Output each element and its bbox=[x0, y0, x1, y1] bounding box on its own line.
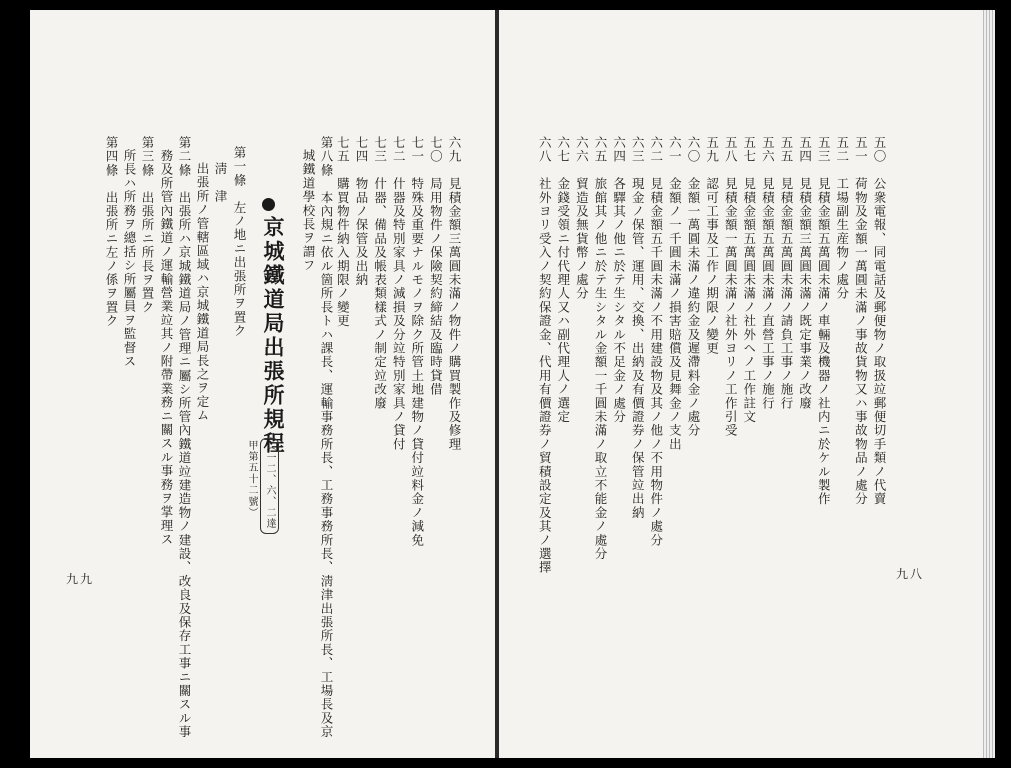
article1-place: 淸 津 bbox=[213, 162, 228, 204]
entry-line bbox=[668, 136, 681, 451]
entry-line bbox=[557, 136, 570, 424]
entry-text: 金額ノ一千圓未滿ノ損害賠償及見舞金ノ支出 bbox=[667, 177, 683, 452]
page-number-right: 九八 bbox=[896, 567, 925, 581]
entry-line bbox=[355, 136, 368, 287]
entry-number: 六五 bbox=[593, 136, 608, 164]
right-page bbox=[498, 10, 983, 758]
entry-text: 見積金額一萬圓未滿ノ社外ヨリノ工作引受 bbox=[723, 177, 739, 438]
entry-number: 五三 bbox=[816, 136, 832, 164]
entry-number: 五二 bbox=[834, 136, 850, 164]
article8-label: 第八條 bbox=[319, 136, 334, 178]
entry-line bbox=[873, 136, 886, 506]
entry-line bbox=[538, 136, 551, 574]
entry-number: 六七 bbox=[555, 136, 571, 164]
entry-text: 見積金額三萬圓未滿ノ物件ノ購買製作及修理 bbox=[447, 177, 462, 452]
entry-text: 各驛其ノ他ニ於テ生シタル不足金ノ處分 bbox=[611, 177, 627, 424]
entry-line bbox=[613, 136, 626, 424]
entry-text: 局用物件ノ保險契約締結及臨時貸借 bbox=[428, 177, 444, 397]
entry-text: 金錢受領ニ付代理人又ハ副代理人ノ選定 bbox=[555, 177, 571, 424]
entry-line bbox=[429, 136, 442, 396]
entry-number: 七三 bbox=[372, 136, 388, 164]
article1-detail: 出張所ノ管轄區域ハ京城鐵道局長之ヲ定ム bbox=[195, 162, 210, 423]
entry-number: 五〇 bbox=[872, 136, 887, 164]
left-page bbox=[30, 10, 495, 758]
entry-text: 見積金額五萬圓未滿ノ直營工事ノ施行 bbox=[760, 177, 776, 411]
page-number-left: 九九 bbox=[66, 572, 95, 586]
page-edge bbox=[983, 10, 995, 758]
entry-text: 貿造及無貨幣ノ處分 bbox=[574, 177, 590, 301]
entry-line bbox=[743, 136, 756, 424]
entry-line bbox=[392, 136, 405, 451]
entry-line bbox=[724, 136, 737, 437]
entry-text: 旅館其ノ他ニ於テ生シタル金額一千圓未滿ノ取立不能金ノ處分 bbox=[593, 177, 608, 561]
section-bullet bbox=[262, 198, 275, 211]
entry-line bbox=[836, 136, 849, 300]
entry-number: 七〇 bbox=[428, 136, 444, 164]
entry-number: 五六 bbox=[760, 136, 776, 164]
entry-number: 五七 bbox=[741, 136, 757, 164]
entry-text: 見積金額五萬圓未滿ノ請負工事ノ施行 bbox=[779, 177, 794, 411]
article3: 第三條 出張所ニ所長ヲ置ク bbox=[140, 136, 155, 315]
section-note2: 甲第五十二號） bbox=[246, 440, 257, 519]
article2-line1: 第二條 出張所ハ京城鐵道局ノ管理ニ屬シ所管內鐵道竝建造物ノ建設、改良及保存工事ニ關スル事 bbox=[177, 136, 192, 739]
entry-line bbox=[336, 136, 349, 328]
entry-line bbox=[631, 136, 644, 520]
entry-number: 五九 bbox=[704, 136, 720, 164]
entry-number: 六八 bbox=[537, 136, 553, 164]
entry-number: 五五 bbox=[779, 136, 794, 164]
section-note: （一二、六、二達 bbox=[260, 438, 279, 534]
article8-line2: 城鐵道學校長ヲ謂フ bbox=[301, 149, 316, 273]
entry-number: 七二 bbox=[391, 136, 407, 164]
entry-line bbox=[650, 136, 663, 547]
entry-text: 公衆電報、同電話及郵便物ノ取扱竝郵便切手類ノ代賣 bbox=[872, 177, 887, 506]
entry-line bbox=[594, 136, 607, 561]
entry-text: 現金ノ保管、運用、交換、出納及有價證券ノ保管竝出納 bbox=[630, 177, 646, 520]
entry-text: 購買物件納入期限ノ變更 bbox=[335, 177, 351, 328]
entry-number: 六四 bbox=[611, 136, 627, 164]
entry-number: 七一 bbox=[409, 136, 425, 164]
entry-text: 社外ヨリ受入ノ契約保證金、代用有價證券ノ貿積設定及其ノ選擇 bbox=[537, 177, 553, 575]
entry-line bbox=[780, 136, 793, 410]
article4: 第四條 出張所ニ左ノ係ヲ置ク bbox=[104, 136, 119, 328]
entry-number: 六六 bbox=[574, 136, 590, 164]
entry-text: 認可工事及工作ノ期限ノ變更 bbox=[704, 177, 720, 356]
entry-text: 見積金額五萬圓未滿ノ社外ヘノ工作註文 bbox=[741, 177, 757, 424]
entry-text: 什器及特別家具ノ減損及分竝特別家具ノ貸付 bbox=[391, 177, 407, 452]
entry-text: 荷物及金額一萬圓未滿ノ事故貨物又ハ事故物品ノ處分 bbox=[853, 177, 869, 506]
entry-line bbox=[706, 136, 719, 355]
entry-line bbox=[761, 136, 774, 410]
entry-text: 什器、備品及帳表類樣式ノ制定竝改廢 bbox=[372, 177, 388, 411]
entry-line bbox=[687, 136, 700, 437]
entry-number: 六三 bbox=[630, 136, 646, 164]
entry-text: 特殊及重要ナルモノヲ除ク所管土地建物ノ貸付竝料金ノ減免 bbox=[409, 177, 425, 548]
article2-line2: 務及所管內鐵道ノ運輸營業竝其ノ附帶業務ニ關スル事務ヲ掌理ス bbox=[159, 149, 174, 547]
article1: 第一條 左ノ地ニ出張所ヲ置ク bbox=[232, 146, 247, 338]
entry-text: 見積金額五千圓未滿ノ不用建設物及其ノ他ノ不用物件ノ處分 bbox=[648, 177, 664, 548]
entry-text: 見積金額三萬圓未滿ノ既定事業ノ改廢 bbox=[797, 177, 813, 411]
entry-number: 六九 bbox=[447, 136, 462, 164]
entry-line bbox=[448, 136, 461, 451]
entry-number: 五一 bbox=[853, 136, 869, 164]
entry-number: 六二 bbox=[648, 136, 664, 164]
entry-line bbox=[799, 136, 812, 410]
entry-line bbox=[575, 136, 588, 300]
article3-detail: 所長ハ所務ヲ總括シ所屬員ヲ監督ス bbox=[122, 149, 137, 369]
entry-number: 七四 bbox=[354, 136, 369, 164]
entry-text: 金額一萬圓未滿ノ違約金及遲滯料金ノ處分 bbox=[686, 177, 701, 438]
entry-line bbox=[854, 136, 867, 506]
entry-number: 六〇 bbox=[686, 136, 701, 164]
entry-line bbox=[374, 136, 387, 410]
entry-text: 見積金額五萬圓未滿ノ車輛及機器ノ社内ニ於ケル製作 bbox=[816, 177, 832, 506]
article8-line1: 第八條 本內規ニ依ル箇所長トハ課長、運輸事務所長、工務事務所長、淸津出張所長、工場長及京 bbox=[319, 136, 334, 739]
entry-text: 工場副生産物ノ處分 bbox=[834, 177, 850, 301]
section-heading: 京城鐵道局出張所規程 bbox=[261, 216, 286, 456]
entry-number: 五八 bbox=[723, 136, 739, 164]
entry-number: 六一 bbox=[667, 136, 683, 164]
entry-line bbox=[411, 136, 424, 547]
entry-line bbox=[817, 136, 830, 506]
entry-number: 五四 bbox=[797, 136, 813, 164]
entry-number: 七五 bbox=[335, 136, 351, 164]
entry-text: 物品ノ保管及出納 bbox=[354, 177, 369, 287]
